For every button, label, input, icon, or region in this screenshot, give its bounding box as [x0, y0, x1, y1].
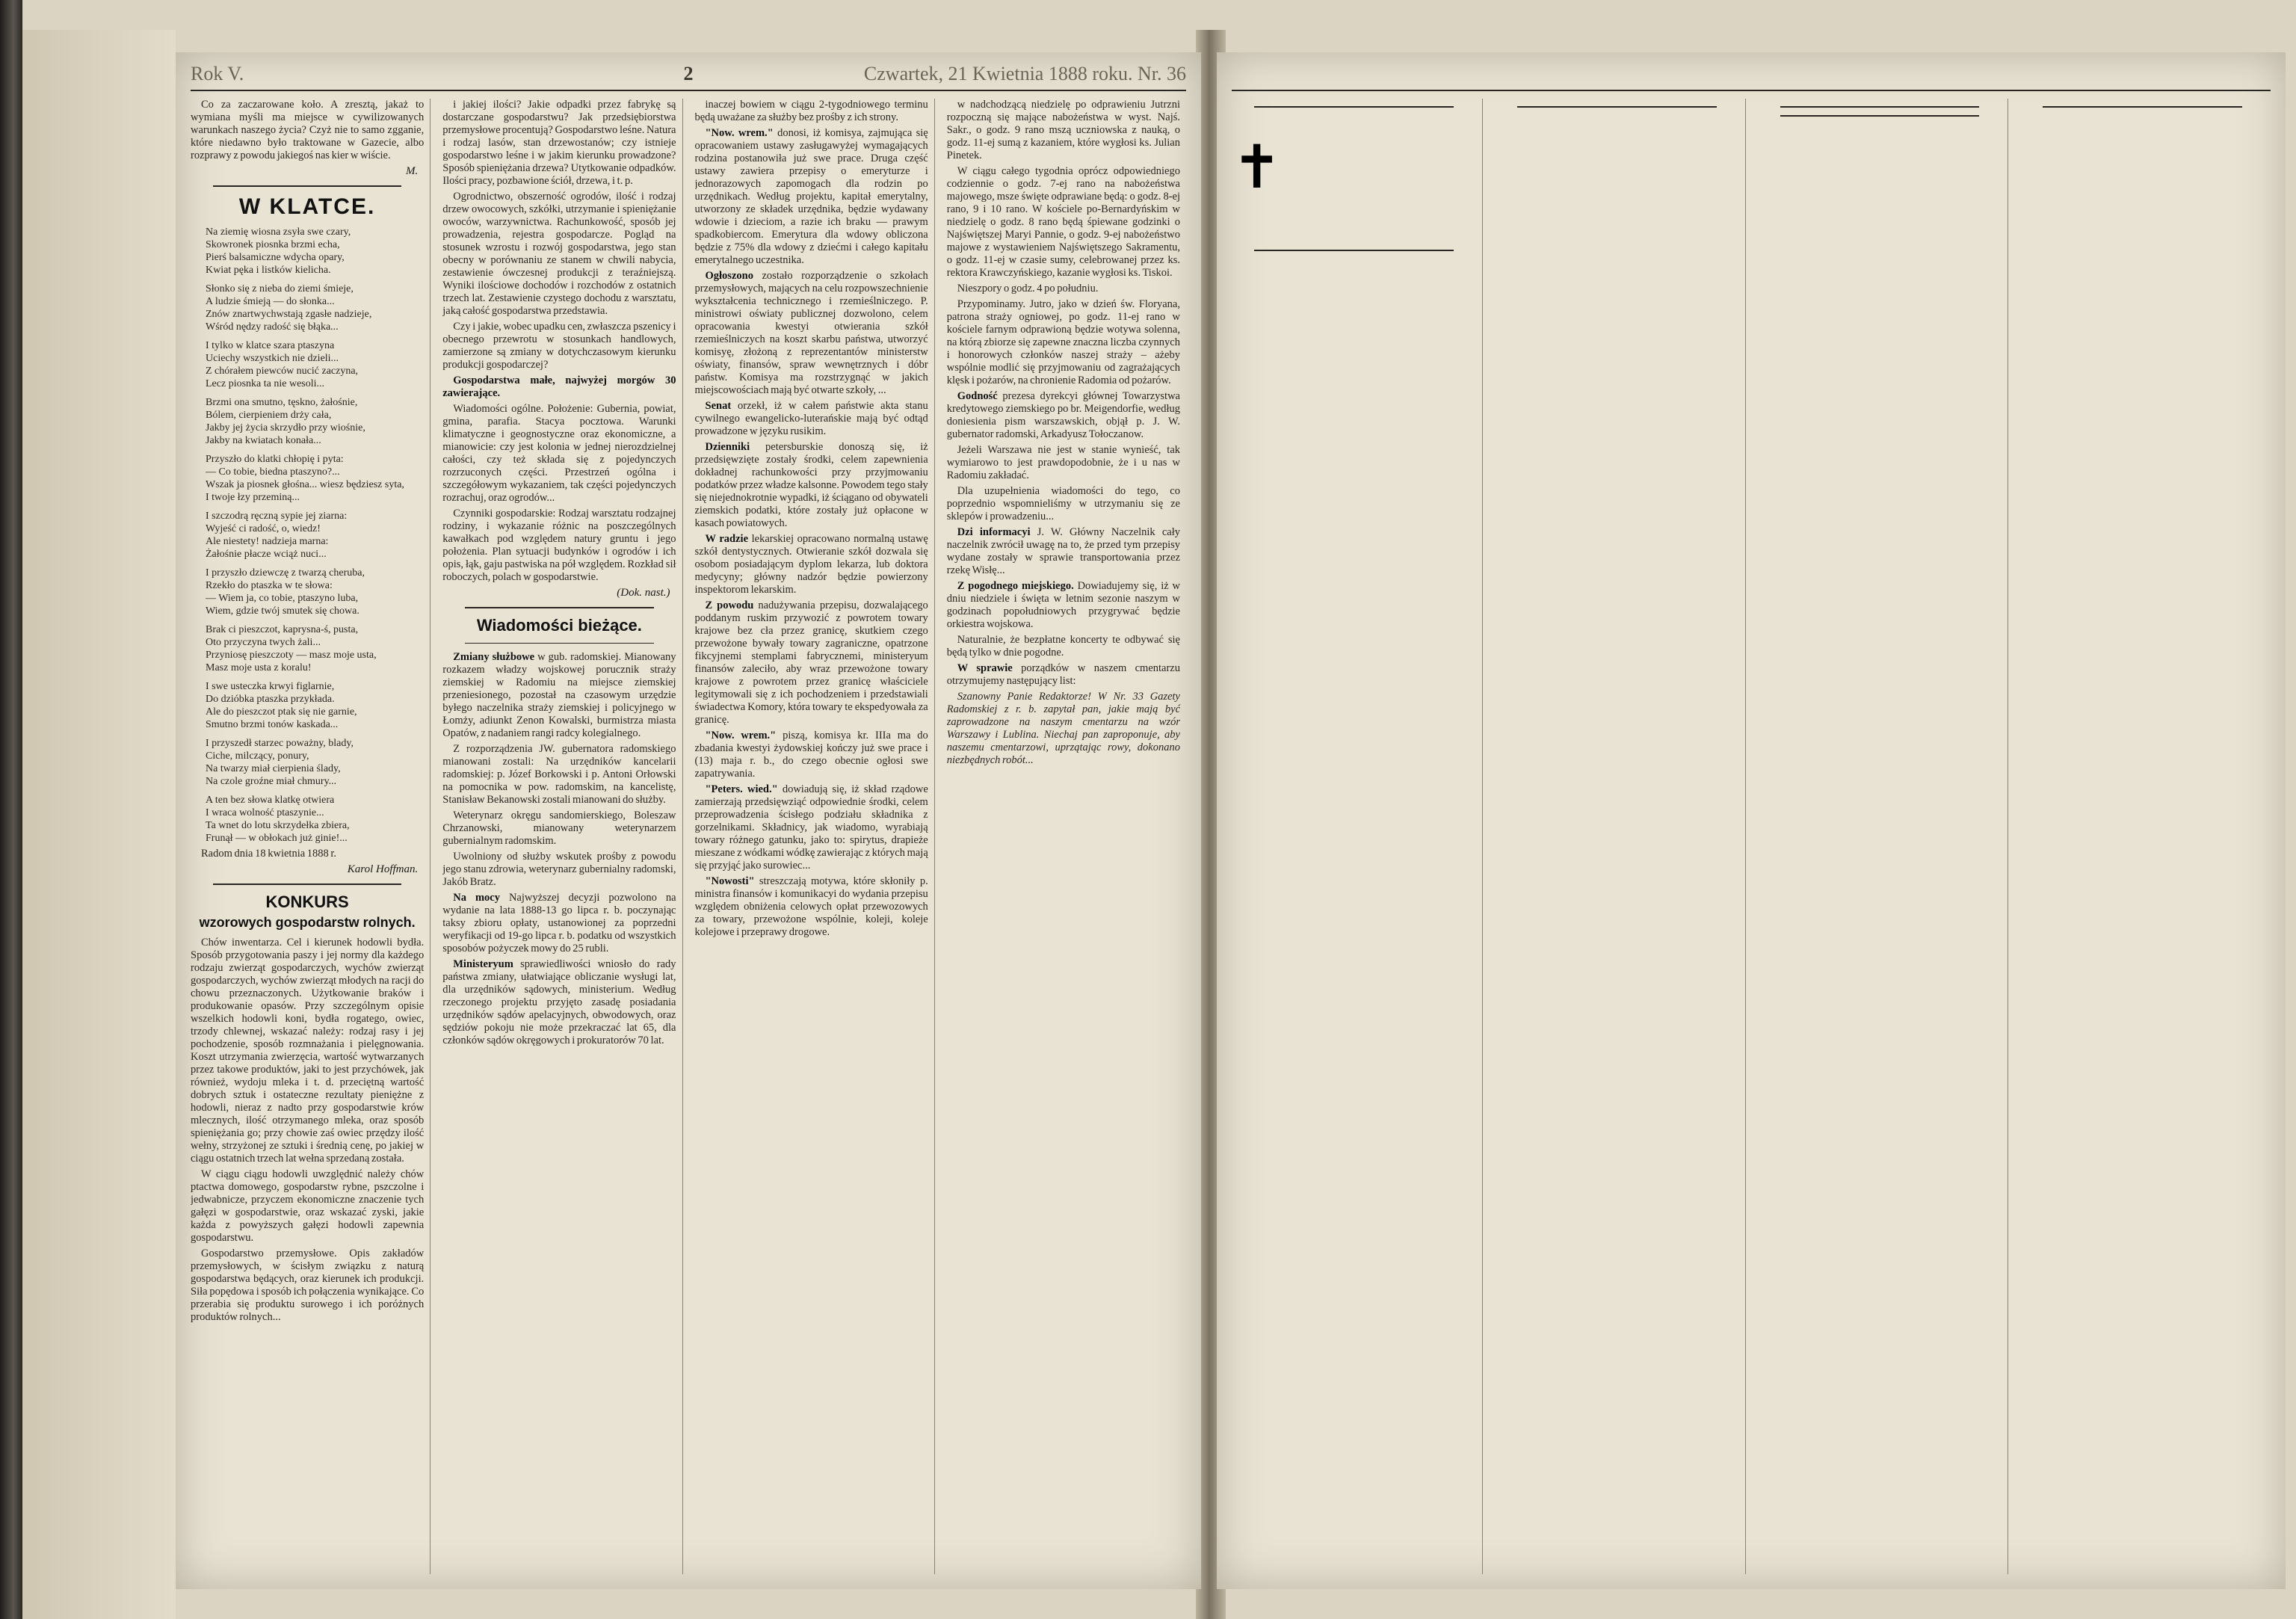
poem-line: Lecz piosnka ta nie wesoli... [206, 378, 325, 389]
news-item-text: inaczej bowiem w ciągu 2-tygodniowego terminu będą uważane za służby bez prośby z ich strony. [694, 99, 928, 123]
right-col-3 [1758, 99, 2009, 1574]
divider [1780, 115, 1980, 117]
poem-line: — Co tobie, biedna ptaszyno?... [206, 466, 340, 478]
book-spine [0, 0, 22, 1619]
poem-body [191, 226, 424, 845]
poem-line: I przyszło dziewczę z twarzą cheruba, [206, 567, 365, 579]
poem-line: Słonko się z nieba do ziemi śmieje, [206, 283, 354, 294]
left-columns [191, 99, 1186, 1574]
news-item-text: Z rozporządzenia JW. gubernatora radomskiego mianowani zostali: Na urzędników kancelarii radomskiej: p. Józef Borkowski i p. Antoni Orłowski na pomocnika w pow. radomskim, na kancelistę, Stanisław Bekanowski zostali mianowani do służby. [442, 743, 676, 806]
news-item-text: Weterynarz okręgu sandomierskiego, Boleszaw Chrzanowski, mianowany weterynarzem gubernialnym radomskim. [442, 810, 676, 847]
right-page-header [1232, 60, 2271, 91]
news-item-title: Ogłoszono [705, 270, 753, 282]
poem-line: Masz moje usta z koralu! [206, 662, 312, 673]
poem-line: Kwiat pęka i listków kielicha. [206, 265, 331, 276]
right-page [1217, 52, 2286, 1589]
poem-line: Ale do pieszczot ptak się nie garnie, [206, 706, 357, 718]
divider [1517, 106, 1717, 108]
news-item-title: W radzie [705, 533, 749, 545]
news-item-text: petersburskie donoszą się, iż przedsięwzięte zostały środki, celem zapewnienia dokładnej rachunkowości przy przyjmowaniu podatków przez władze kalsonne. Powodem tego stały się niejednokrotnie wypadki, iż ściągano od obywateli ziemskich podatki, które zostały już opłacone w kasach powiatowych. [694, 441, 928, 529]
poem-line: Frunął — w obłokach już ginie!... [206, 833, 348, 844]
news-item-text: orzekł, iż w całem państwie akta stanu cywilnego ewangelicko-luterańskie mają być odtąd prowadzone w języku rusikim. [694, 400, 928, 437]
header-year: Rok V. [191, 63, 244, 84]
news-item-text: donosi, iż komisya, zajmująca się opracowaniem ustawy zasługawyżej wymagających rodzina postanowiła już swe prace. Druga część ustawy zawiera przepisy o emeryturze i jednorazowych zapomogach dla rodzin po urzędnikach. Według projektu, kapitał emerytalny, utworzony ze składek urzędnika, będzie wydawany wdowie i dzieciom, a razie ich braku — prawym spadkobiercom. Emerytura dla wdowy obliczona będzie z 75% dla wdowy z dziećmi i całego kapitału emerytalnego uczestnika. [694, 127, 928, 266]
poem-date [191, 848, 424, 860]
news-item-title: Z powodu [705, 599, 754, 611]
cross-icon: ✝ [1232, 132, 1283, 202]
poem-line: Skowronek piosnka brzmi echa, [206, 239, 340, 250]
news-item-text: streszczają motywa, które skłoniły p. ministra finansów i komunikacyi do wydania przepisu względem obniżenia celowych opłat przewozowych za towary, przewożone wspólnie, koleji, koleje kolejowe i przeprawy drogowe. [694, 875, 928, 938]
right-col-1 [1232, 99, 1483, 1574]
news-item-text: prezesa dyrekcyi głównej Towarzystwa kredytowego ziemskiego po br. Meigendorfie, według doniesienia pism warszawskich, objął p. J. W. gubernator radomski, Arkadyusz Tołoczanow. [946, 390, 1180, 440]
news-item-text: porządków w naszem cmentarzu otrzymujemy następujący list: [946, 662, 1180, 687]
konkurs-paragraph: Gospodarstwo przemysłowe. Opis zakładów przemysłowych, w ścisłym związku z naturą gospodarstwa będących, oraz kierunek ich produkcji. Siła popędowa i sposób ich połączenia wynikające. Co przerabia się produktu surowego i ich poróżnych produktów rolnych... [191, 1248, 425, 1323]
news-item-title: Dzienniki [705, 441, 750, 453]
poem-line: Przyszło do klatki chłopię i pyta: [206, 454, 344, 465]
divider [465, 607, 653, 608]
left-page [176, 52, 1201, 1589]
news-item-title: Dzi informacyi [957, 526, 1031, 538]
poem-line: Z chórałem piewców nucić zaczyna, [206, 366, 359, 377]
poem-line: Znów znartwychwstają zgasłe nadzieje, [206, 309, 372, 320]
poem-line: Wśród nędzy radość się błąka... [206, 321, 339, 333]
right-col-2 [1495, 99, 1746, 1574]
header-date-issue: Czwartek, 21 Kwietnia 1888 roku. Nr. 36 [863, 63, 1186, 84]
news-items [442, 651, 676, 1047]
poem-line: I swe usteczka krwyi figlarnie, [206, 681, 335, 692]
divider [1254, 250, 1454, 251]
news-item-text: Dla uzupełnienia wiadomości do tego, co poprzednio wspomnieliśmy w utrzymaniu się ze sklepów i prowadzeniu... [946, 485, 1180, 522]
divider [213, 185, 401, 187]
news-item-text: Naturalnie, że bezpłatne koncerty te odbywać się będą tylko w dnie pogodne. [946, 634, 1180, 659]
article-paragraph: Wiadomości ogólne. Położenie: Gubernia, powiat, gmina, parafia. Stacya pocztowa. Warunki klimatyczne i geognostyczne oraz ekonomiczne, a mianowicie: czy jest kolonia w jednej nierozdzielnej całości, czy też składa się z pojedynczych rozrzuconych części. Przestrzeń ogólna i szczegółowym wykazaniem, tak części pojedynczych rozrachuj, oraz ogrodów... [442, 403, 676, 504]
poem-line: Brak ci pieszczot, kaprysna-ś, pusta, [206, 624, 359, 635]
news-item-text: Nieszpory o godz. 4 po południu. [957, 283, 1099, 294]
news-item-text: J. W. Główny Naczelnik cały naczelnik zwrócił uwagę na to, że przed tym przepisy wydane zostały w sprawie transportowania przez rzekę Wisłę... [946, 526, 1180, 576]
news-item-text: zostało rozporządzenie o szkołach przemysłowych, mających na celu rozpowszechnienie wykształcenia technicznego i rzemieślniczego. P. ministrowi oświaty publicznej dozwolono, celem opracowania kwestyi otwierania szkół rzemieślniczych na koszt skarbu państwa, utworzyć komisyę, złożoną z reprezentantów ministerstw oświaty, finansów, spraw wewnętrznych i dóbr państw. Komisya ma rozstrzygnąć w jakich miejscowościach mają być otwarte szkoły, ... [694, 270, 928, 396]
poem-line: Ta wnet do lotu skrzydełka zbiera, [206, 820, 350, 831]
left-col-4 [947, 99, 1186, 1574]
poem-line: Jakby na kwiatach konała... [206, 435, 321, 446]
poem-line: Wszak ja piosnek głośna... wiesz będziesz syta, [206, 479, 404, 490]
newspaper-spread [22, 0, 2296, 1619]
news-item-text: Jeżeli Warszawa nie jest w stanie wynieść, tak wymiarowo to jest prawdopodobnie, że i u nas w Radomiu zakładać. [946, 444, 1180, 481]
poem-signature: Karol Hoffman. [347, 863, 419, 875]
news-item-title: "Now. wrem." [705, 730, 777, 741]
poem-line: Rzekło do ptaszka w te słowa: [206, 580, 333, 591]
poem-line: Żałośnie płacze wciąż nuci... [206, 549, 327, 560]
news-item-text: Dowiadujemy się, iż w dniu niedziele i święta w letnim sezonie naszym w godzinach popołudniowych przygrywać będzie orkiestra wojskowa. [946, 580, 1180, 630]
poem-line: Smutno brzmi tonów kaskada... [206, 719, 339, 730]
news-item-text: dowiadują się, iż skład rządowe zamierzają przedsięwziąć odpowiednie środki, celem przeprowadzenia ścisłego podziału składnika z gorzelnikami. Składnicy, jak wiadomo, wyrabiają towary różnego gatunku, jako to: spirytus, drapieże mieszane z wódkami wódkę zawierając z których mają się przyjąć jako surowiec... [694, 783, 928, 872]
news-item-title: "Nowosti" [705, 875, 755, 887]
poem-line: A ten bez słowa klatkę otwiera [206, 795, 335, 806]
poem-line: Uciechy wszystkich nie dzieli... [206, 353, 339, 364]
poem-line: Jakby jej życia skrzydło przy wiośnie, [206, 422, 365, 434]
divider [1254, 106, 1454, 108]
news-item-title: Z pogodnego miejskiego. [957, 580, 1074, 592]
konkurs-body [191, 937, 424, 1324]
poem-line: I przyszedł starzec poważny, blady, [206, 738, 354, 749]
left-col-2 [442, 99, 682, 1574]
poem-line: I szczodrą ręczną sypie jej ziarna: [206, 511, 348, 522]
header-page-number: 2 [683, 63, 694, 84]
news-item-title: "Now. wrem." [705, 127, 774, 139]
news-item-title: Ministeryum [453, 958, 513, 970]
konkurs-paragraph: Chów inwentarza. Cel i kierunek hodowli bydła. Sposób przygotowania paszy i jej normy dla każdego rodzaju zwierząt gospodarczych, wychów zwierząt gospodarczych, wychów zwierząt młodych na racji do chowu przeznaczonych. Użytkowanie braków i produkowanie opasów. Przy szczególnym opisie wszelkich hodowli koni, bydła rogatego, owiec, trzody chlewnej, wskazać należy: rodzaj rasy i jej pochodzenie, sposób rozmnażania i pielęgnowania. Koszt utrzymania zwierzęcia, wartość wytwarzanych przez takowe produktów, jaki to jest przychówek, jak również, wydoju mleka i t. d. przeciętną wartość dobrych sztuk i ostateczne rezultaty pieniężne z hodowli, nieraz z nadto przy gospodarstwie krów mlecznych, ilość otrzymanego mleka, oraz sposób spieniężania go; przy chowie zaś owiec przędzy ilość wełny, strzyżonej ze sztuki i średnią cenę, po jakiej w ciągu ostatnich trzech lat wełna sprzedaną została. [191, 937, 425, 1165]
left-col-3 [695, 99, 935, 1574]
divider [2043, 106, 2242, 108]
poem-line: Ciche, milczący, ponury, [206, 750, 309, 762]
news-section-title: Wiadomości bieżące. [476, 616, 642, 635]
article-paragraph: Ogrodnictwo, obszerność ogrodów, ilość i rodzaj drzew owocowych, szkółki, utrzymanie i spieniężanie owoców, warzywnictwa. Rachunkowość, sposób jej prowadzenia, rejestra gospodarcze. Pogląd na stosunek wzrostu i rozwój gospodarstwa, jego stan obecny w porównaniu ze stanem w chwili nabycia, zestawienie ówczesnej produkcji z teraźniejszą. Wyniki ilościowe dochodów i rozchodów z ostatnich trzech lat. Zestawienie czystego dochodu z warsztatu, jaką całość gospodarstwa przedstawia. [442, 191, 676, 317]
poem-line: Przyniosę pieszczoty — masz moje usta, [206, 650, 377, 661]
poem-line: Oto przyczyna twych żali... [206, 637, 321, 648]
konkurs-title: KONKURS [265, 892, 349, 911]
section-subheading: Gospodarstwa małe, najwyżej morgów 30 zawierające. [442, 374, 676, 399]
poem-line: Ale niestety! nadzieja marna: [206, 536, 329, 547]
right-col-4 [2020, 99, 2271, 1574]
right-columns [1232, 99, 2271, 1574]
continuation-note: (Dok. nast.) [617, 587, 670, 599]
divider [465, 643, 653, 644]
news-item-title: Zmiany służbowe [453, 651, 535, 663]
news-item-text: Uwolniony od służby wskutek prośby z powodu jego stanu zdrowia, weterynarz gubernialny radomski, Jakób Bratz. [442, 851, 676, 888]
poem-line: Na twarzy miał cierpienia ślady, [206, 763, 341, 774]
news-item-title: Godność [957, 390, 998, 402]
news-item-title: Senat [705, 400, 732, 412]
news-item-text: nadużywania przepisu, dozwalającego poddanym ruskim przywozić z powrotem towary krajowe bez cła przez granicę, skutkiem czego przewożone bywały towary zagraniczne, opatrzone fikcyjnemi stemplami fabrycznemi, ministeryum finansów zaleciło, aby wraz przewożone towary krajowe z powrotem przez granicę właściciele legitymowali się z ich pochodzeniem i przedstawiali świadectwa Komory, która towary te ekspedyowała za granicę. [694, 599, 928, 726]
left-col-1 [191, 99, 430, 1574]
local-news [947, 99, 1180, 767]
letter-text: Szanowny Panie Redaktorze! W Nr. 33 Gazety Radomskiej z r. b. zapytał pan, jakie mają być zaprowadzone na naszym cmentarzu na wzór Warszawy i Lublina. Niechaj pan zaproponuje, aby naszemu cmentarzowi, uprzątając rowy, dokonano niezbędnych robót... [946, 691, 1180, 766]
poem-line: A ludzie śmieją — do słonka... [206, 296, 335, 307]
news-item-text: w nadchodzącą niedzielę po odprawieniu Jutrzni rozpoczną się mające nabożeństwa w wyst. Najś. Sakr., o godz. 9 rano mszą uczniowska z nauką, o godz. 11-ej sumą z kazaniem, które wygłosi ks. Julian Pinetek. [946, 99, 1180, 161]
left-page-header [191, 60, 1186, 91]
poem-line: I wraca wolność ptaszynie... [206, 807, 324, 818]
poem-line: Do dzióbka ptaszka przykłada. [206, 694, 335, 705]
news-item-title: Na mocy [453, 892, 500, 904]
news-item-text: piszą, komisya kr. IIIa ma do zbadania kwestyi żydowskiej kończy już swe prace i (13) maja r. b., do czego obecnie ogłosi swe zapatrywania. [694, 730, 928, 780]
poem-date-text: Radom dnia 18 kwietnia 1888 r. [201, 848, 337, 860]
poem-title: W KLATCE. [238, 194, 376, 219]
news-item-title: W sprawie [957, 662, 1013, 674]
news-items-continued [695, 99, 928, 939]
article-paragraph: Czy i jakie, wobec upadku cen, zwłaszcza pszenicy i obecnego przewrotu w stosunkach handlowych, zamierzone są zmiany w dotychczasowym kierunku produkcji gospodarczej? [442, 321, 676, 371]
poem-line: Brzmi ona smutno, tęskno, żałośnie, [206, 397, 358, 408]
poem-line: I twoje łzy przeminą... [206, 492, 300, 503]
article-paragraph: Czynniki gospodarskie: Rodzaj warsztatu rodzajnej rodziny, i wykazanie różnic na poszczególnych kawałkach pod względem natury gruntu i jego położenia. Plan sytuacji budynków i ogrodów i ich opis, łąk, gaju pastwiska na pół względem. Rozkład sił roboczych, polach w gospodarstwie. [442, 508, 676, 583]
konkurs-continued [442, 99, 676, 584]
poem-line: Wyjeść ci radość, o, wiedz! [206, 523, 321, 534]
news-item-text: Najwyższej decyzji pozwolono na wydanie na lata 1888-13 go lipca r. b. poczynając taksy zbioru opłaty, ustanowionej za poprzedni weryfikacji od 19-go lipca r. b. podatku od wszystkich sposobów pożyczek mowy do 25 rubli. [442, 892, 676, 955]
news-item-text: Przypominamy. Jutro, jako w dzień św. Floryana, patrona straży ogniowej, po godz. 11-ej rano w kościele farnym odprawioną będzie wotywa solenna, na którą zbiorze się zapewne znaczna liczba czynnych i honorowych członków naszej straży – ażeby wspólnie modlić się przyjmowaniu od zagrażających klęsk i pożarów, na chronienie Radomia od pożarów. [946, 298, 1180, 386]
divider [1780, 106, 1980, 108]
intro-paragraph [191, 99, 424, 162]
news-item-text: w gub. radomskiej. Mianowany rozkazem władzy wojskowej porucznik straży ziemskiej w Radomiu na miejsce ziemskiej przeniesionego, pozostał na czasowym urzędzie byłego naczelnika straży ziemskiej i policyjnego w Łomży, adiunkt Zenon Kowalski, burmistrza miasta Opatów, z nadaniem rangi radcy kolegialnego. [442, 651, 676, 739]
konkurs-subtitle: wzorowych gospodarstw rolnych. [199, 915, 416, 930]
news-item-text: lekarskiej opracowano normalną ustawę szkół dentystycznych. Otwieranie szkół dozwala się osobom posiadającym dyplom lekarza, lub doktora medycyny; główny nadzór będzie powierzony inspektorom lekarskim. [694, 533, 928, 596]
article-paragraph: i jakiej ilości? Jakie odpadki przez fabrykę są dostarczane gospodarstwu? Jak przedsiębiorstwa przemysłowe procentują? Gospodarstwo leśne. Natura i rodzaj lasów, stan drzewostanów; czy istnieje gospodarstwo leśne i w jakim kierunku prowadzone? Sposób spieniężania drzewa? Utytkowanie odpadków. Ilości pracy, pozbawione ściół, drzewa, i t. p. [442, 99, 676, 187]
news-item-text: W ciągu całego tygodnia oprócz odpowiedniego codziennie o godz. 7-ej rano na nabożeństwa majowego, msze święte odprawiane będą: o godz. 8-ej rano, 9 i 10 rano. W kościele po-Bernardyńskim w niedzielę o godz. 8 rano będą śpiewane godzinki o Najświętszej Maryi Pannie, o godz. 9-ej nabożeństwo majowe z wystawieniem Najświętszego Sakramentu, o godz. 11-ej w czasie sumy, celebrowanej przez ks. rektora Krawczyńskiego, kazanie wygłosi ks. Tiskoi. [946, 165, 1180, 279]
news-item-text: sprawiedliwości wniosło do rady państwa zmiany, ułatwiające obliczanie wysługi lat, dla urzędników sądowych, ministerium. Według rzeczonego projektu przyjęto zasadę posiadania urzędników sądów apelacyjnych, obwodowych, oraz sędziów pokoju nie może przekraczać lat 65, dla członków sądów okręgowych i prokuratorów 70 lat. [442, 958, 676, 1046]
poem-line: Na ziemię wiosna zsyła swe czary, [206, 226, 351, 238]
poem-line: Pierś balsamiczne wdycha opary, [206, 252, 345, 263]
poem-line: — Wiem ja, co tobie, ptaszyno luba, [206, 593, 359, 604]
konkurs-paragraph: W ciągu ciągu hodowli uwzględnić należy chów ptactwa domowego, gospodarstw rybne, pszczolne i jedwabnicze, przyczem ekonomiczne znaczenie tych gałęzi w gospodarstwie, oraz wskazać zyski, jakie każda z powyższych gałęzi hodowli zapewnia gospodarstwu. [191, 1168, 425, 1244]
left-binding-margin [22, 30, 176, 1619]
intro-text: Co za zaczarowane koło. A zresztą, jakaż to wymiana myśli ma miejsce w cywilizowanych warunkach naszego życia? Czyż nie to samo zgganie, które niedawno było traktowane w Gazecie, albo rozprawy z powodu jakiegoś nas kier w wiście. [191, 99, 425, 161]
obituary-notice [1232, 115, 1476, 242]
poem-line: Bólem, cierpieniem drży cała, [206, 410, 332, 421]
news-item-title: "Peters. wied." [705, 783, 778, 795]
divider [213, 883, 401, 885]
poem-line: Wiem, gdzie twój smutek się chowa. [206, 605, 359, 617]
poem-line: I tylko w klatce szara ptaszyna [206, 340, 335, 351]
poem-line: Na czole groźne miał chmury... [206, 776, 337, 787]
intro-signature: M. [406, 165, 419, 177]
